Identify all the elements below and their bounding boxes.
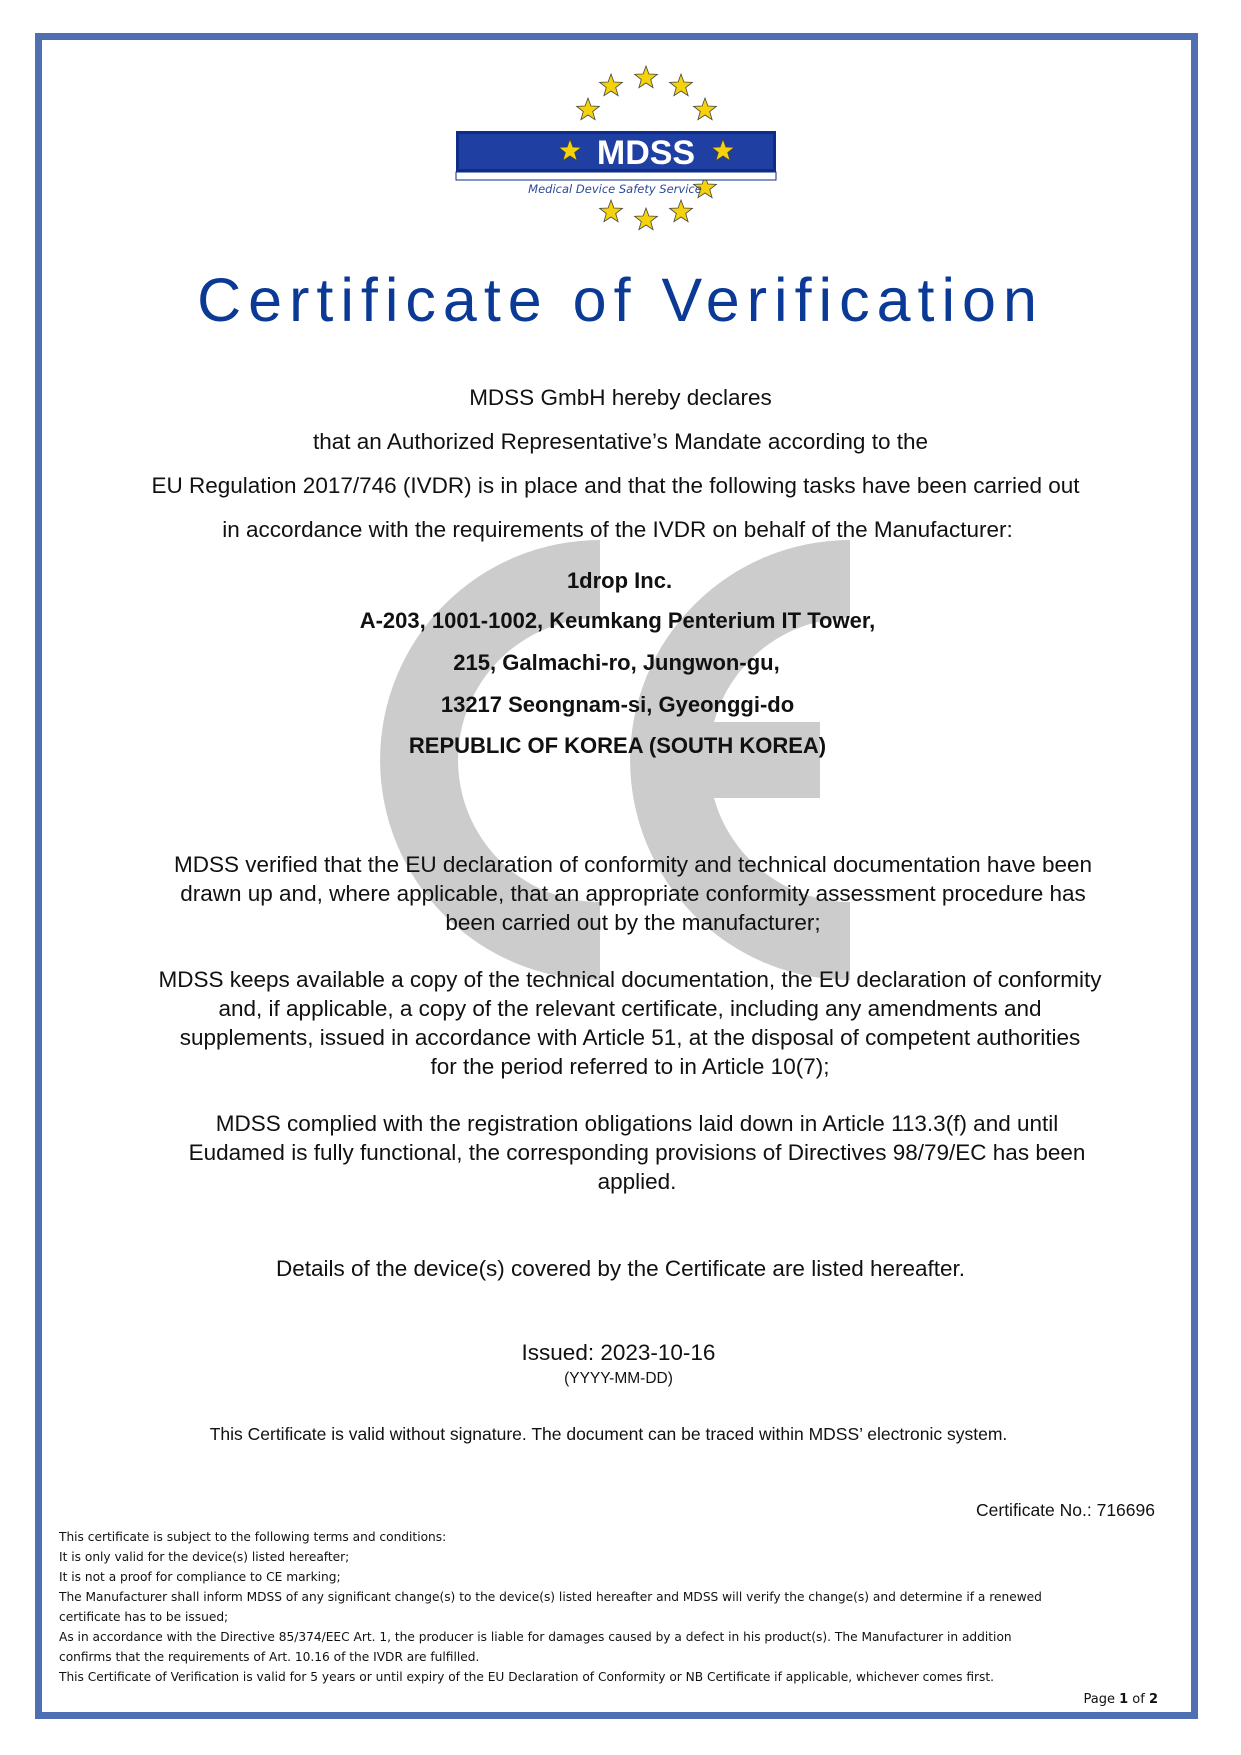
intro-line-4: in accordance with the requirements of the IVDR on behalf of the Manufacturer: [222,517,1013,542]
page-number [1084,1692,1159,1707]
validity-note: This Certificate is valid without signature. The document can be traced within MDSS’ electronic system. [209,1424,1008,1444]
manufacturer-address-2: 215, Galmachi-ro, Jungwon-gu, [453,650,780,675]
intro-line-2: that an Authorized Representative’s Mandate according to the [313,429,928,454]
terms-line: As in accordance with the Directive 85/374/EEC Art. 1, the producer is liable for damages caused by a defect in his product(s). The Manufacturer in addition [59,1630,1012,1644]
issued-date: Issued: 2023-10-16 [521,1340,716,1365]
issued-date-format: (YYYY-MM-DD) [564,1370,673,1387]
page-middle: of [1128,1692,1149,1707]
terms-line: It is not a proof for compliance to CE marking; [59,1570,341,1584]
verification-paragraph-2 [90,965,1170,1081]
logo-brand: MDSS [596,134,696,172]
paragraph-line: MDSS keeps available a copy of the technical documentation, the EU declaration of conformity [158,967,1102,992]
terms-line: confirms that the requirements of Art. 10.16 of the IVDR are fulfilled. [59,1650,480,1664]
paragraph-line: for the period referred to in Article 10(7); [430,1054,830,1079]
logo-tagline: Medical Device Safety Service [528,182,702,196]
verification-paragraph-1 [93,850,1173,937]
paragraph-line: MDSS verified that the EU declaration of conformity and technical documentation have been [173,852,1093,877]
manufacturer-country: REPUBLIC OF KOREA (SOUTH KOREA) [408,733,827,758]
details-note: Details of the device(s) covered by the Certificate are listed hereafter. [275,1256,966,1281]
verification-paragraph-3 [97,1109,1177,1196]
certificate-number: Certificate No.: 716696 [976,1500,1155,1520]
intro-line-1: MDSS GmbH hereby declares [469,385,772,410]
paragraph-line: supplements, issued in accordance with Article 51, at the disposal of competent authorities [179,1025,1081,1050]
paragraph-line: MDSS complied with the registration obligations laid down in Article 113.3(f) and until [215,1111,1059,1136]
terms-line: certificate has to be issued; [59,1610,229,1624]
paragraph-line: Eudamed is fully functional, the corresponding provisions of Directives 98/79/EC has been [188,1140,1086,1165]
terms-line: This certificate is subject to the following terms and conditions: [59,1530,447,1544]
paragraph-line: applied. [597,1169,677,1194]
terms-line: It is only valid for the device(s) listed hereafter; [59,1550,350,1564]
manufacturer-name: 1drop Inc. [566,568,673,593]
page-current: 1 [1119,1692,1129,1707]
terms-and-conditions [59,1527,1169,1687]
paragraph-line: and, if applicable, a copy of the relevant certificate, including any amendments and [218,996,1042,1021]
paragraph-line: drawn up and, where applicable, that an appropriate conformity assessment procedure has [180,881,1086,906]
paragraph-line: been carried out by the manufacturer; [445,910,821,935]
page-prefix: Page [1083,1692,1120,1707]
intro-line-3: EU Regulation 2017/746 (IVDR) is in place and that the following tasks have been carried out [151,473,1080,498]
manufacturer-address-3: 13217 Seongnam-si, Gyeonggi-do [440,692,795,717]
manufacturer-address-1: A-203, 1001-1002, Keumkang Penterium IT Tower, [359,608,876,633]
mdss-logo [455,58,785,238]
terms-line: This Certificate of Verification is valid for 5 years or until expiry of the EU Declaration of Conformity or NB Certificate if applicable, whichever comes first. [59,1670,995,1684]
page-title: Certificate of Verification [197,266,1044,334]
page-total: 2 [1148,1692,1158,1707]
terms-line: The Manufacturer shall inform MDSS of any significant change(s) to the device(s) listed hereafter and MDSS will verify the change(s) and determine if a renewed [59,1590,1042,1604]
